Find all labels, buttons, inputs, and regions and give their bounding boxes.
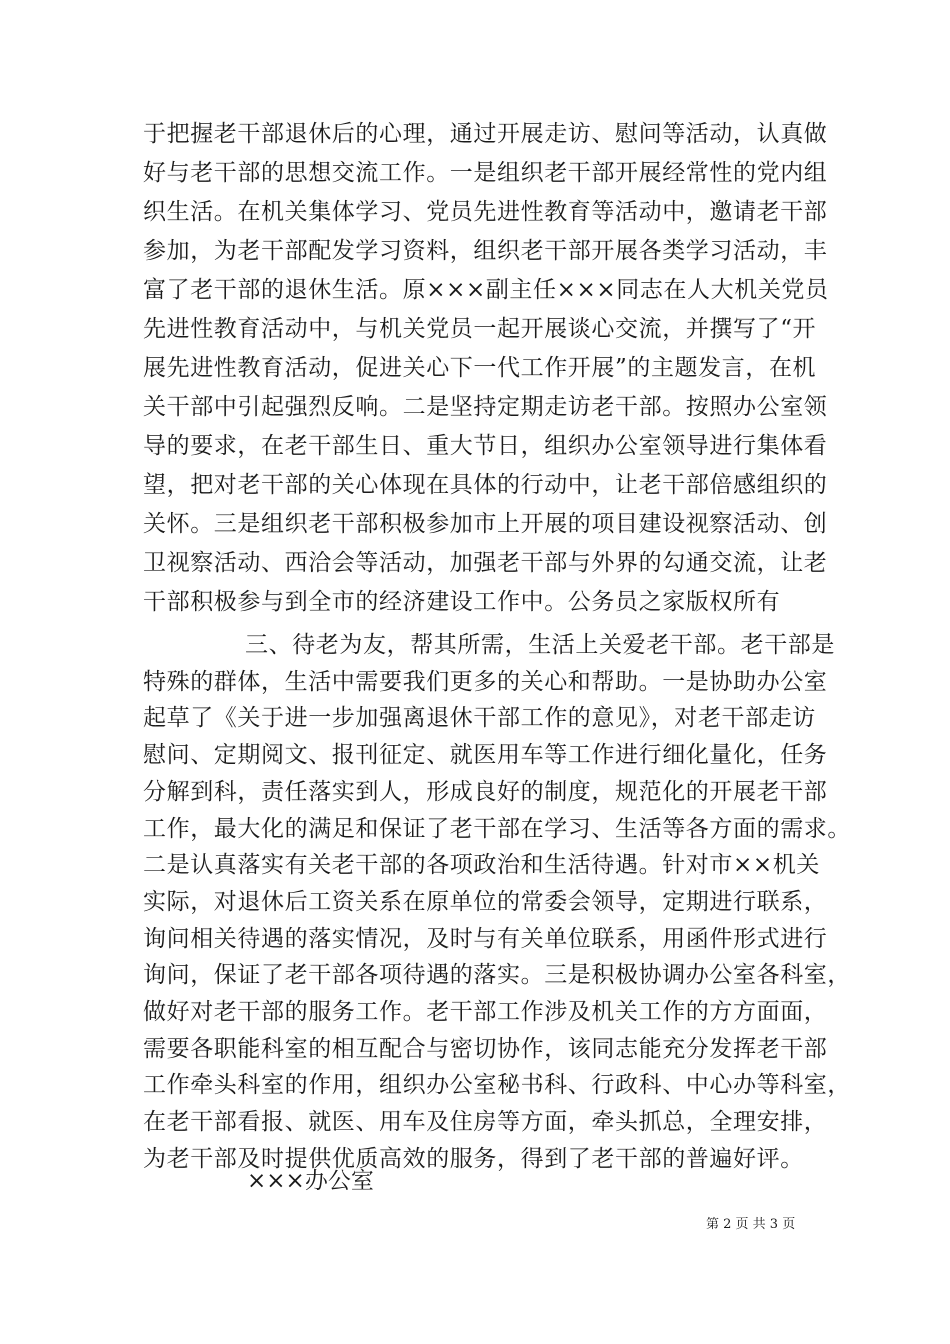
paragraph2-line-9: 询问相关待遇的落实情况，及时与有关单位联系，用函件形式进行 bbox=[143, 926, 828, 952]
paragraph2-line-5: 分解到科，责任落实到人，形成良好的制度，规范化的开展老干部 bbox=[143, 779, 828, 805]
paragraph1-line-4: 参加，为老干部配发学习资料，组织老干部开展各类学习活动，丰 bbox=[143, 238, 828, 264]
paragraph1-line-8: 关干部中引起强烈反响。二是坚持定期走访老干部。按照办公室领 bbox=[143, 394, 828, 420]
paragraph1-line-11: 关怀。三是组织老干部积极参加市上开展的项目建设视察活动、创 bbox=[143, 511, 828, 537]
paragraph2-line-4: 慰问、定期阅文、报刊征定、就医用车等工作进行细化量化，任务 bbox=[143, 742, 828, 768]
paragraph2-line-3: 起草了《关于进一步加强离退休干部工作的意见》，对老干部走访 bbox=[143, 705, 816, 731]
paragraph1-line-3: 织生活。在机关集体学习、党员先进性教育等活动中，邀请老干部 bbox=[143, 199, 828, 225]
paragraph1-line-9: 导的要求，在老干部生日、重大节日，组织办公室领导进行集体看 bbox=[143, 433, 828, 459]
paragraph2-line-8: 实际，对退休后工资关系在原单位的常委会领导，定期进行联系， bbox=[143, 889, 828, 915]
paragraph1-line-5: 富了老干部的退休生活。原×××副主任×××同志在人大机关党员 bbox=[143, 277, 829, 303]
page-number-footer: 第 2 页 共 3 页 bbox=[706, 1217, 796, 1232]
paragraph1-line-7: 展先进性教育活动，促进关心下一代工作开展”的主题发言，在机 bbox=[143, 355, 817, 381]
paragraph2-line-13: 工作牵头科室的作用，组织办公室秘书科、行政科、中心办等科室， bbox=[143, 1072, 851, 1098]
paragraph2-line-10: 询问，保证了老干部各项待遇的落实。三是积极协调办公室各科室， bbox=[143, 962, 851, 988]
paragraph2-line-1: 三、待老为友，帮其所需，生活上关爱老干部。老干部是 bbox=[245, 632, 835, 658]
paragraph1-line-13: 干部积极参与到全市的经济建设工作中。公务员之家版权所有 bbox=[143, 589, 781, 615]
paragraph2-line-6: 工作，最大化的满足和保证了老干部在学习、生活等各方面的需求。 bbox=[143, 816, 851, 842]
paragraph2-line-2: 特殊的群体，生活中需要我们更多的关心和帮助。一是协助办公室 bbox=[143, 669, 828, 695]
paragraph2-line-12: 需要各职能科室的相互配合与密切协作，该同志能充分发挥老干部 bbox=[143, 1036, 828, 1062]
signature-office: ×××办公室 bbox=[247, 1168, 374, 1194]
paragraph2-line-15: 为老干部及时提供优质高效的服务，得到了老干部的普遍好评。 bbox=[143, 1146, 804, 1172]
paragraph1-line-1: 于把握老干部退休后的心理，通过开展走访、慰问等活动，认真做 bbox=[143, 121, 828, 147]
paragraph2-line-7: 二是认真落实有关老干部的各项政治和生活待遇。针对市××机关 bbox=[143, 852, 820, 878]
paragraph1-line-2: 好与老干部的思想交流工作。一是组织老干部开展经常性的党内组 bbox=[143, 160, 828, 186]
paragraph1-line-6: 先进性教育活动中，与机关党员一起开展谈心交流，并撰写了“开 bbox=[143, 316, 817, 342]
paragraph2-line-14: 在老干部看报、就医、用车及住房等方面，牵头抓总，全理安排， bbox=[143, 1109, 828, 1135]
paragraph1-line-10: 望，把对老干部的关心体现在具体的行动中，让老干部倍感组织的 bbox=[143, 472, 828, 498]
paragraph2-line-11: 做好对老干部的服务工作。老干部工作涉及机关工作的方方面面， bbox=[143, 999, 828, 1025]
paragraph1-line-12: 卫视察活动、西洽会等活动，加强老干部与外界的勾通交流，让老 bbox=[143, 550, 828, 576]
